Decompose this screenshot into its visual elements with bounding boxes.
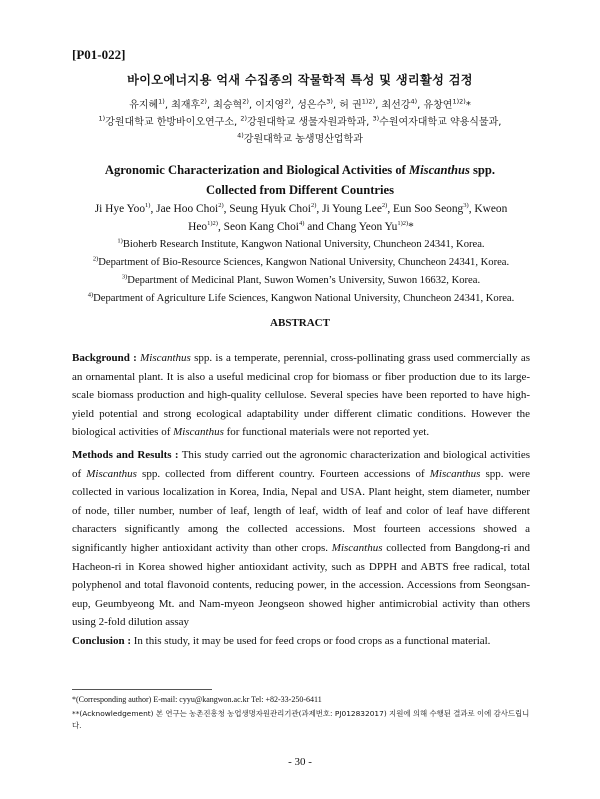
abstract-heading: ABSTRACT bbox=[270, 317, 330, 329]
acknowledgement-footnote: **(Acknowledgement) 본 연구는 농촌진흥청 농업생명자원관리기관(과제번호: PJ012832017) 지원에 의해 수행된 결과로 이에 감사드립니다. bbox=[72, 709, 530, 730]
corresponding-footnote: *(Corresponding author) E-mail: cyyu@kangwon.ac.kr Tel: +82-33-250-6411 bbox=[72, 695, 322, 704]
background-section: Background : Miscanthus spp. is a temperate, perennial, cross-pollinating grass used commercially as an ornamental plant. It is also a useful medicinal crop for biomass or fiber production due to its large-scale biomass production and high-quality cellulose. Several species have been reported to have high-yield potential and strong ecological adaptability under different climatic conditions. However the biological activities of Miscanthus for functional materials were not reported yet. bbox=[72, 352, 531, 439]
affiliation-3: $^{3)}$Department of Medicinal Plant, Suwon Women’s University, Suwon 16632, Korea. bbox=[121, 273, 481, 286]
affiliation-1: $^{1)}$Bioherb Research Institute, Kangwon National University, Chuncheon 24341, Korea. bbox=[117, 237, 485, 250]
page-number: - 30 - bbox=[288, 756, 312, 768]
korean-affiliations-line2: $^{4)}$강원대학교 농생명산업학과 bbox=[237, 131, 363, 145]
paper-code: [P01-022] bbox=[72, 47, 126, 62]
english-authors-line2: Heo$^{1)2)}$, Seon Kang Choi$^{4)}$ and Chang Yeon $Yu^{1)2)}*$ bbox=[188, 220, 414, 233]
english-title-line1: Agronomic Characterization and Biological Activities of Miscanthus spp. bbox=[104, 163, 496, 177]
korean-authors: 유지혜$^{1)}$, 최재후$^{2)}$, 최승혁$^{2)}$, 이지영$^{2)}$, 성은수$^{3)}$, 허 권$^{1)2)}$, 최선강$^{4)}$, 유창연$^{1)2)}$* bbox=[129, 97, 471, 111]
english-authors-line1: Ji Hye Yoo$^{1)}$, Jae Hoo Choi$^{2)}$, Seung Hyuk Choi$^{2)}$, Ji Young Lee$^{2)}$, Eun Soo Seong$^{3)}$, Kweon bbox=[94, 202, 508, 215]
affiliation-2: $^{2)}$Department of Bio-Resource Sciences, Kangwon National University, Chuncheon 24341, Korea. bbox=[92, 255, 510, 268]
footnote-divider bbox=[72, 689, 212, 690]
korean-title: 바이오에너지용 억새 수집종의 작물학적 특성 및 생리활성 검정 bbox=[127, 73, 473, 87]
conclusion-section: Conclusion : In this study, it may be used for feed crops or food crops as a functional material. bbox=[72, 635, 491, 647]
methods-results-section: Methods and Results : This study carried out the agronomic characterization and biological activities of Miscanthus spp. collected from different country. Fourteen accessions of Miscanthus spp. were collected in various localization in Korea, India, Nepal and USA. Plant height, stem diameter, number of node, tiller number, number of leaf, length of leaf, width of leaf and color of leaf have different characters significantly among the collected accessions. Most fourteen accessions showed a significantly higher antioxidant activity than other crops. Miscanthus collected from Bangdong-ri and Hacheon-ri in Korea showed higher antioxidant activity, such as DPPH and ABTS free radical, total polyphenol and total flavonoid contents, reducing power, in the accession. Accessions from Seongsan-eup, Geumbyeong Mt. and Nam-myeon Jeongseon showed higher antimicrobial activity than others using 2-fold dilution assay bbox=[72, 449, 530, 629]
english-title-line2: Collected from Different Countries bbox=[205, 183, 395, 197]
korean-affiliations-line1: $^{1)}$강원대학교 한방바이오연구소, $^{2)}$강원대학교 생물자원과학과, $^{3)}$수원여자대학교 약용식물과, bbox=[98, 114, 502, 128]
affiliation-4: $^{4)}$Department of Agriculture Life Sciences, Kangwon National University, Chuncheon 24341, Korea. bbox=[87, 291, 515, 304]
